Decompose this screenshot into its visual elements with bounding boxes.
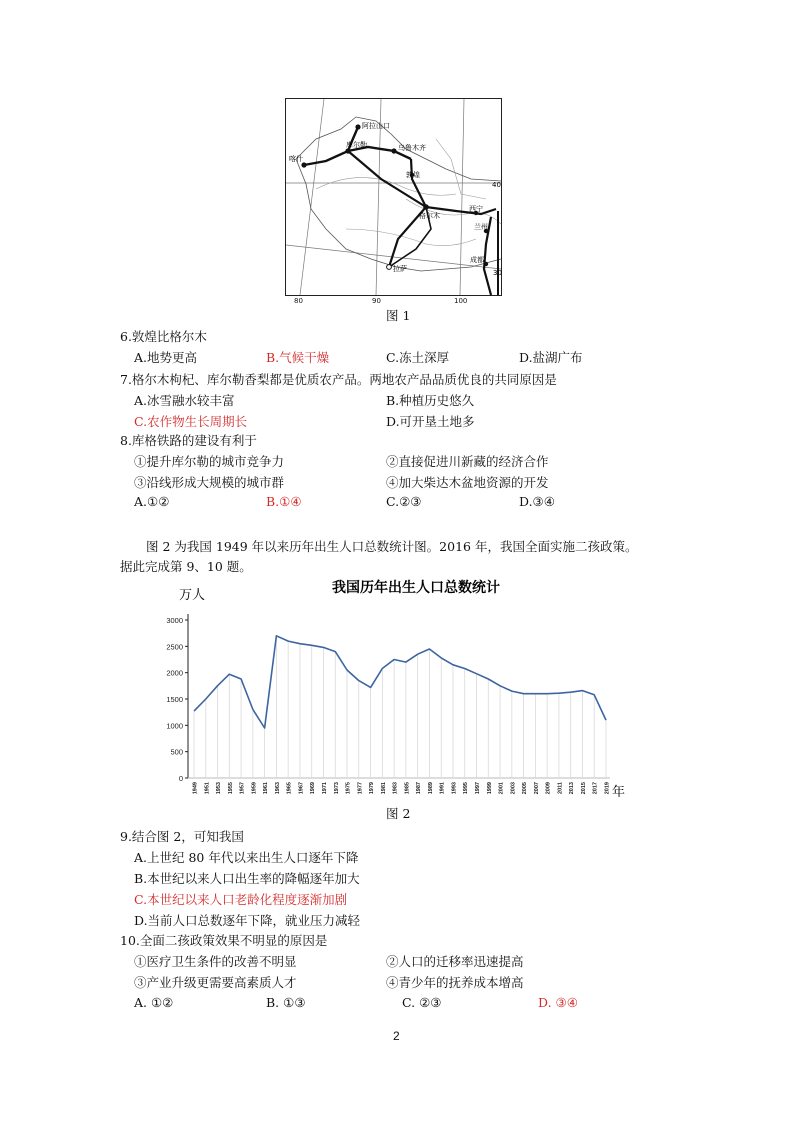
series-line [194,636,606,728]
city-label-urumqi: 乌鲁木齐 [398,144,426,152]
x-tick-label: 1959 [251,782,258,795]
railway-map-drawing [286,99,501,295]
x-tick-label: 2013 [569,782,576,795]
x-tick-label: 1953 [216,782,223,795]
x-tick-label: 1963 [274,782,281,795]
x-tick-label: 2003 [510,782,517,795]
q8-stem: 8.库格铁路的建设有利于 [120,433,257,448]
q10-item-2: ②人口的迁移率迅速提高 [386,954,524,969]
x-tick-label: 2011 [557,782,564,794]
city-label-alashankou: 阿拉山口 [362,122,390,130]
lon-tick-80: 80 [294,297,303,305]
chart-title: 我国历年出生人口总数统计 [332,579,500,595]
x-tick-label: 2007 [533,782,540,795]
q8-item-4: ④加大柴达木盆地资源的开发 [386,475,549,490]
x-tick-label: 1981 [380,782,387,795]
city-label-chengdu: 成都 [470,256,484,264]
q10-item-1: ①医疗卫生条件的改善不明显 [134,954,297,969]
q10-item-3: ③产业升级更需要高素质人才 [134,975,297,990]
y-tick-label: 2500 [166,642,183,652]
q7-stem: 7.格尔木枸杞、库尔勒香梨都是优质农产品。两地农产品品质优良的共同原因是 [120,372,557,387]
page-number: 2 [393,1029,400,1043]
y-tick-label: 3000 [166,616,183,625]
x-tick-label: 1995 [463,782,470,795]
city-label-golmud: 格尔木 [419,212,440,220]
city-label-xining: 西宁 [469,205,483,213]
lat-tick-30: 30 [493,269,502,277]
x-tick-label: 1971 [321,782,328,795]
x-tick-label: 1957 [239,782,246,795]
x-tick-label: 1975 [345,782,352,795]
q9-stem: 9.结合图 2，可知我国 [120,829,244,844]
x-tick-label: 2015 [580,782,587,795]
x-tick-label: 1979 [369,782,376,795]
y-tick-label: 1000 [166,721,183,731]
lon-tick-90: 90 [372,297,381,305]
q10-stem: 10.全面二孩政策效果不明显的原因是 [120,933,328,948]
q7-option-c: C.农作物生长周期长 [134,414,248,429]
q7-option-a: A.冰雪融水较丰富 [134,393,235,408]
railway-line [348,151,426,207]
x-tick-label: 1949 [192,782,199,795]
x-tick-label: 2001 [498,782,505,795]
city-marker [387,265,392,270]
q8-item-3: ③沿线形成大规模的城市群 [134,475,285,490]
q10-item-4: ④青少年的抚养成本增高 [386,975,524,990]
q7-option-d: D.可开垦土地多 [386,414,475,429]
x-tick-label: 2017 [592,782,599,795]
q6-option-a: A.地势更高 [134,350,198,365]
figure1-caption: 图 1 [386,308,411,323]
city-marker [484,262,488,266]
city-label-lhasa: 拉萨 [393,265,407,273]
province-line [436,139,486,199]
y-tick-label: 1500 [166,695,183,704]
q8-item-2: ②直接促进川新藏的经济合作 [386,454,549,469]
x-tick-label: 1977 [357,782,364,795]
intro-line-2: 据此完成第 9、10 题。 [120,559,252,574]
x-tick-label: 2005 [522,782,529,795]
q10-option-b: B. ①③ [266,995,306,1010]
city-marker [391,148,396,153]
border-south [296,159,501,271]
x-tick-label: 1961 [263,782,270,795]
city-marker [355,124,360,129]
x-tick-label: 2009 [545,782,552,795]
x-tick-label: 1999 [486,782,493,795]
q6-option-b: B.气候干燥 [266,350,330,365]
y-tick-label: 500 [170,747,183,757]
q10-option-c: C. ②③ [402,995,442,1010]
city-label-dunhuang: 敦煌 [406,171,420,179]
q9-option-a: A.上世纪 80 年代以来出生人口逐年下降 [134,850,359,865]
x-tick-label: 1997 [475,782,482,795]
figure2-caption: 图 2 [386,806,411,821]
x-tick-label: 1993 [451,782,458,795]
x-tick-label: 1991 [439,782,446,795]
x-tick-label: 1965 [286,782,293,795]
q8-option-d: D.③④ [519,494,555,509]
x-tick-label: 1967 [298,782,305,795]
q7-option-b: B.种植历史悠久 [386,393,475,408]
lon-line-80 [300,99,324,295]
intro-line-1: 图 2 为我国 1949 年以来历年出生人口总数统计图。2016 年，我国全面实施二孩政策。 [146,539,638,554]
q8-item-1: ①提升库尔勒的城市竞争力 [134,454,285,469]
y-tick-label: 0 [178,774,183,783]
x-tick-label: 1983 [392,782,399,795]
city-marker [345,148,350,153]
x-tick-label: 1987 [416,782,423,795]
q6-stem: 6.敦煌比格尔木 [120,329,207,344]
q9-option-d: D.当前人口总数逐年下降，就业压力减轻 [134,913,361,928]
y-tick-label: 2000 [166,668,183,678]
birth-chart-svg [150,574,640,804]
q10-option-d: D. ③④ [538,995,578,1010]
q10-option-a: A. ①② [134,995,174,1010]
birth-chart [150,574,640,804]
lat-tick-40: 40 [492,181,501,189]
q8-option-a: A.①② [134,494,170,509]
city-label-korla: 库尔勒 [346,141,367,149]
city-label-lanzhou: 兰州 [474,223,488,231]
lon-tick-100: 100 [454,297,468,305]
x-tick-label: 1973 [333,782,340,795]
railway-map [285,98,502,296]
chart-xlabel: 年 [612,784,626,799]
x-tick-label: 2019 [604,782,611,795]
city-marker [301,162,306,167]
province-line [316,178,456,196]
x-tick-label: 1955 [227,782,234,795]
city-label-kashgar: 喀什 [289,155,303,163]
q8-option-b: B.①④ [266,494,302,509]
q8-option-c: C.②③ [386,494,422,509]
q9-option-c: C.本世纪以来人口老龄化程度逐渐加剧 [134,892,348,907]
city-marker [423,204,429,210]
q6-option-d: D.盐湖广布 [519,350,583,365]
q9-option-b: B.本世纪以来人口出生率的降幅逐年加大 [134,871,360,886]
x-tick-label: 1951 [204,782,211,795]
province-line [346,229,476,246]
x-tick-label: 1985 [404,782,411,795]
chart-ylabel: 万人 [179,587,206,602]
lon-line-100 [460,99,464,295]
x-tick-label: 1969 [310,782,317,795]
x-tick-label: 1989 [427,782,434,795]
q6-option-c: C.冻土深厚 [386,350,450,365]
